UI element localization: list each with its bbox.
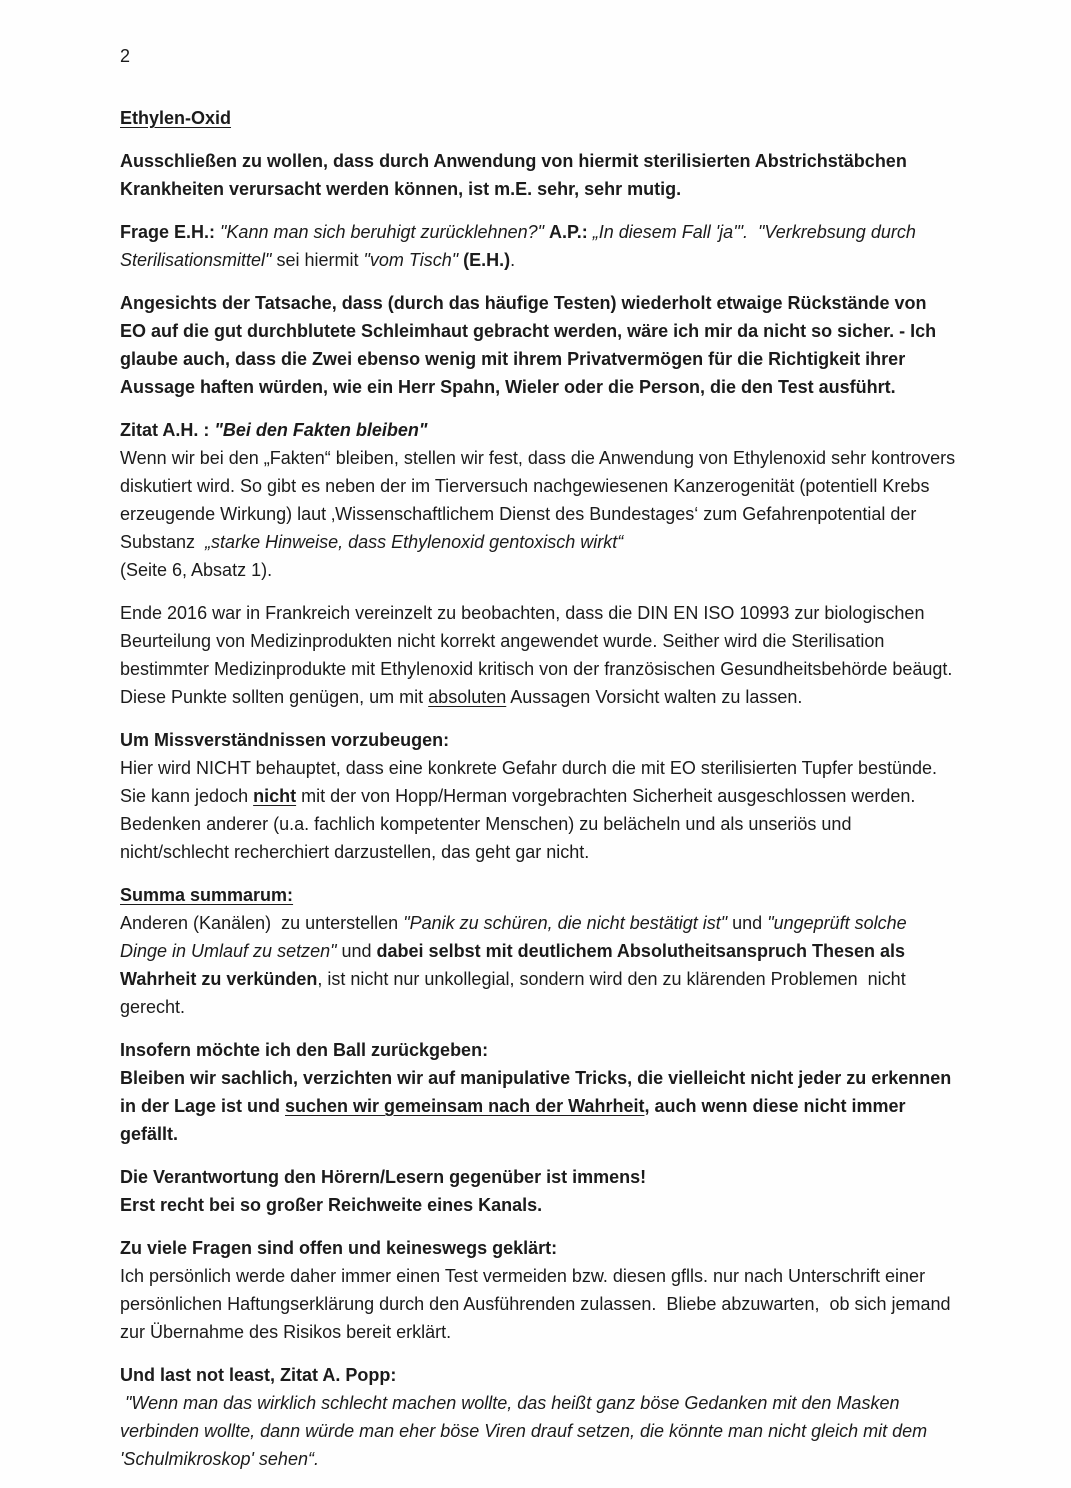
text-run: Ende 2016 war in Frankreich vereinzelt zu beobachten, dass die DIN EN ISO 10993 zur biologischen Beurteilung von Medizinprodukten nicht korrekt angewendet wurde. Seither wird die Sterilisation bestimmter Medizinprodukte mit Ethylenoxid kritisch von der französischen Gesundheitsbehörde beäugt. Diese Punkte sollten genügen, um mit <box>120 603 958 707</box>
text-run: suchen wir gemeinsam nach der Wahrheit <box>285 1096 645 1116</box>
text-run: Erst recht bei so großer Reichweite eines Kanals. <box>120 1195 543 1215</box>
text-run: Die Verantwortung den Hörern/Lesern gegenüber ist immens! <box>120 1167 647 1187</box>
text-run: absoluten <box>428 687 507 707</box>
text-run: Ethylen-Oxid <box>120 108 232 128</box>
text-run: A.P.: <box>549 222 588 242</box>
text-run: "Wenn man das wirklich schlecht machen wollte, das heißt ganz böse Gedanken mit den Masken verbinden wollte, dann würde man eher böse Viren drauf setzen, die könnte man nicht gleich mit dem 'Schulmikroskop' sehen“. <box>120 1393 933 1469</box>
text-run: "Panik zu schüren, die nicht bestätigt ist" <box>403 913 728 933</box>
text-run: Frage E.H.: <box>120 222 221 242</box>
para-wenn-wir <box>120 444 961 584</box>
text-run: 2 <box>120 46 131 66</box>
text-run: "Kann man sich beruhigt zurücklehnen?" <box>220 222 550 242</box>
text-run: „In diesem Fall 'ja'". <box>587 222 759 242</box>
text-run: Um Missverständnissen vorzubeugen: <box>120 730 450 750</box>
para-ich-persoenlich <box>120 1262 956 1346</box>
text-run: und <box>727 913 768 933</box>
text-run: (Seite 6, Absatz 1). <box>120 560 273 580</box>
heading-zitat-popp <box>120 1361 956 1389</box>
text-run: Bleiben wir sachlich, verzichten wir auf manipulative Tricks, die vielleicht nicht jeder zu erkennen in der Lage ist und <box>120 1068 957 1116</box>
heading-zu-viele-fragen <box>120 1234 956 1262</box>
heading-zitat-ah <box>120 416 956 444</box>
text-run: . <box>510 250 516 270</box>
text-run: „starke Hinweise, dass Ethylenoxid gentoxisch wirkt“ <box>205 532 624 552</box>
text-run: Anderen (Kanälen) zu unterstellen <box>120 913 404 933</box>
text-run: nicht <box>253 786 297 806</box>
para-ende-2016 <box>120 599 956 711</box>
text-run: Ausschließen zu wollen, dass durch Anwendung von hiermit sterilisierten Abstrichstäbchen Krankheiten verursacht werden können, ist m.E. sehr, sehr mutig. <box>120 151 912 199</box>
text-run: mit der von Hopp/Herman vorgebrachten Sicherheit ausgeschlossen werden. Bedenken anderer (u.a. fachlich kompetenter Menschen) zu belächeln und als unseriös und nicht/schlecht recherchiert darzustellen, das geht gar nicht. <box>120 786 921 862</box>
text-run: Ich persönlich werde daher immer einen Test vermeiden bzw. diesen gflls. nur nach Unterschrift einer persönlichen Haftungserklärung durch den Ausführenden zulassen. Bliebe abzuwarten, ob sich jemand zur Übernahme des Risikos bereit erklärt. <box>120 1266 956 1342</box>
heading-summa-summarum <box>120 881 956 909</box>
text-run: , ist nicht nur unkollegial, sondern wird den zu klärenden Problemen nicht gerecht. <box>120 969 911 1017</box>
text-run: "Bei den Fakten bleiben" <box>214 420 428 440</box>
text-run: (E.H.) <box>463 250 511 270</box>
para-frage-eh <box>120 218 956 274</box>
text-run: Zitat A.H. : <box>120 420 215 440</box>
text-run: Insofern möchte ich den Ball zurückgeben: <box>120 1040 489 1060</box>
para-angesichts <box>120 289 956 401</box>
page-number <box>120 42 956 70</box>
para-anderen <box>120 909 956 1021</box>
para-zitat-popp <box>120 1389 956 1473</box>
text-run: Summa summarum: <box>120 885 294 905</box>
text-run: Und last not least, Zitat A. Popp: <box>120 1365 397 1385</box>
heading-ethylen-oxid <box>120 104 956 132</box>
para-verantwortung <box>120 1163 956 1219</box>
text-run: dabei selbst mit deutlichem Absolutheitsanspruch Thesen als Wahrheit zu verkünden <box>120 941 911 989</box>
text-run: Aussagen Vorsicht walten zu lassen. <box>506 687 803 707</box>
text-run: Hier wird NICHT behauptet, dass eine konkrete Gefahr durch die mit EO sterilisierten Tupfer bestünde. Sie kann jedoch <box>120 758 943 806</box>
text-run: "ungeprüft solche Dinge in Umlauf zu setzen" <box>120 913 912 961</box>
heading-missverstaendnisse <box>120 726 956 754</box>
para-bleiben-wir <box>120 1064 956 1148</box>
heading-insofern <box>120 1036 956 1064</box>
text-run: und <box>336 941 377 961</box>
document-body <box>120 42 961 1473</box>
para-ausschliessen <box>120 147 956 203</box>
text-run: , auch wenn diese nicht immer gefällt. <box>120 1096 911 1144</box>
text-run: "vom Tisch" <box>363 250 464 270</box>
text-run: sei hiermit <box>271 250 364 270</box>
text-run: Zu viele Fragen sind offen und keineswegs geklärt: <box>120 1238 558 1258</box>
text-run: "Verkrebsung durch Sterilisationsmittel" <box>120 222 921 270</box>
para-hier-wird <box>120 754 956 866</box>
text-run: Angesichts der Tatsache, dass (durch das häufige Testen) wiederholt etwaige Rückstände von EO auf die gut durchblutete Schleimhaut gebracht werden, wäre ich mir da nicht so sicher. - Ich glaube auch, dass die Zwei ebenso wenig mit ihrem Privatvermögen für die Richtigkeit ihrer Aussage haften würden, wie ein Herr Spahn, Wieler oder die Person, die den Test ausführt. <box>120 293 942 397</box>
text-run: Wenn wir bei den „Fakten“ bleiben, stellen wir fest, dass die Anwendung von Ethylenoxid sehr kontrovers diskutiert wird. So gibt es neben der im Tierversuch nachgewiesenen Kanzerogenität (potentiell Krebs erzeugende Wirkung) laut ‚Wissenschaftlichem Dienst des Bundestages‘ zum Gefahrenpotential der Substanz <box>120 448 961 552</box>
